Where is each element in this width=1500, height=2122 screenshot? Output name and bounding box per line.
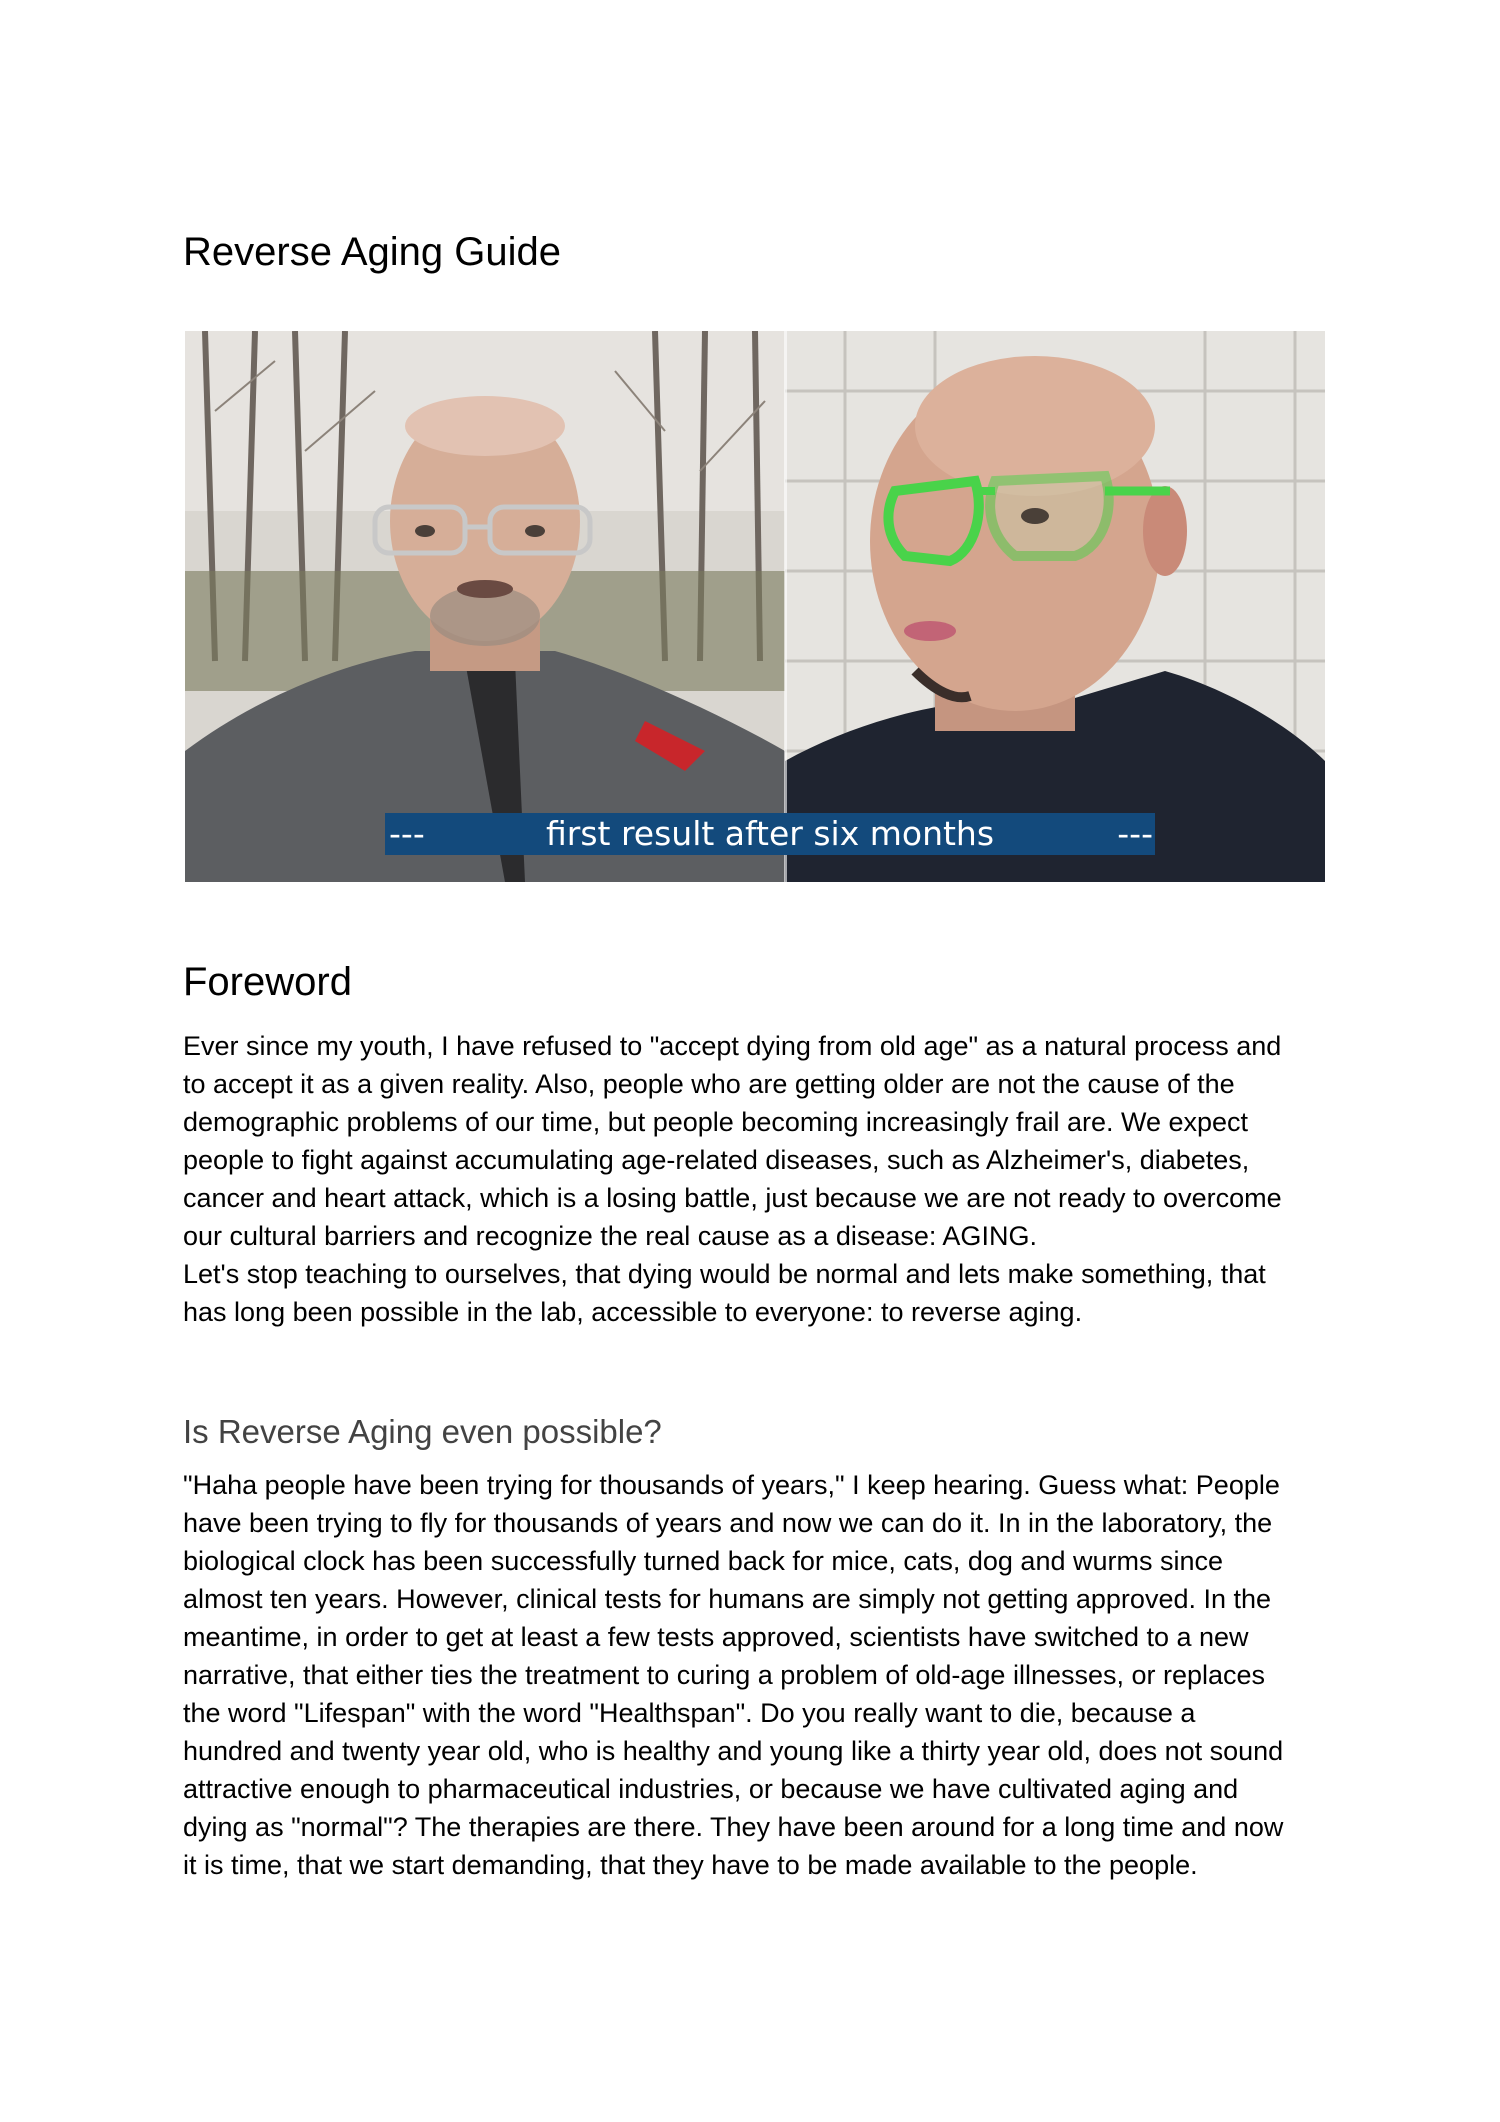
possible-line: the word "Lifespan" with the word "Healthspan". Do you really want to die, because a: [183, 1698, 1196, 1728]
page-title: Reverse Aging Guide: [183, 230, 562, 274]
possible-line: hundred and twenty year old, who is healthy and young like a thirty year old, does not sound: [183, 1736, 1284, 1766]
foreword-line: our cultural barriers and recognize the real cause as a disease: AGING.: [183, 1221, 1037, 1251]
caption-text: first result after six months: [545, 814, 995, 853]
possible-line: it is time, that we start demanding, that they have to be made available to the people.: [183, 1850, 1198, 1880]
foreword-line: Let's stop teaching to ourselves, that dying would be normal and lets make something, that: [183, 1259, 1266, 1289]
foreword-line: has long been possible in the lab, accessible to everyone: to reverse aging.: [183, 1297, 1083, 1327]
possible-line: "Haha people have been trying for thousands of years," I keep hearing. Guess what: People: [183, 1470, 1280, 1500]
before-photo: [185, 331, 785, 882]
foreword-line: people to fight against accumulating age-related diseases, such as Alzheimer's, diabetes,: [183, 1145, 1250, 1175]
caption-dash-left: ---: [389, 814, 425, 853]
possible-line: almost ten years. However, clinical tests for humans are simply not getting approved. In the: [183, 1584, 1272, 1614]
photo-caption: [385, 813, 1155, 855]
foreword-line: Ever since my youth, I have refused to "accept dying from old age" as a natural process and: [183, 1031, 1282, 1061]
possible-heading: Is Reverse Aging even possible?: [183, 1413, 662, 1450]
possible-line: narrative, that either ties the treatment to curing a problem of old-age illnesses, or replaces: [183, 1660, 1266, 1690]
foreword-heading: Foreword: [183, 960, 352, 1004]
foreword-line: demographic problems of our time, but people becoming increasingly frail are. We expect: [183, 1107, 1249, 1137]
possible-line: have been trying to fly for thousands of years and now we can do it. In in the laboratory, the: [183, 1508, 1273, 1538]
foreword-line: cancer and heart attack, which is a losing battle, just because we are not ready to overcome: [183, 1183, 1282, 1213]
possible-line: biological clock has been successfully turned back for mice, cats, dog and wurms since: [183, 1546, 1224, 1576]
foreword-line: to accept it as a given reality. Also, people who are getting older are not the cause of the: [183, 1069, 1235, 1099]
possible-line: meantime, in order to get at least a few tests approved, scientists have switched to a new: [183, 1622, 1249, 1652]
possible-line: attractive enough to pharmaceutical industries, or because we have cultivated aging and: [183, 1774, 1239, 1804]
possible-line: dying as "normal"? The therapies are there. They have been around for a long time and now: [183, 1812, 1284, 1842]
after-photo: [785, 331, 1325, 882]
before-after-photo: [185, 331, 1325, 882]
caption-dash-right: ---: [1117, 814, 1153, 853]
